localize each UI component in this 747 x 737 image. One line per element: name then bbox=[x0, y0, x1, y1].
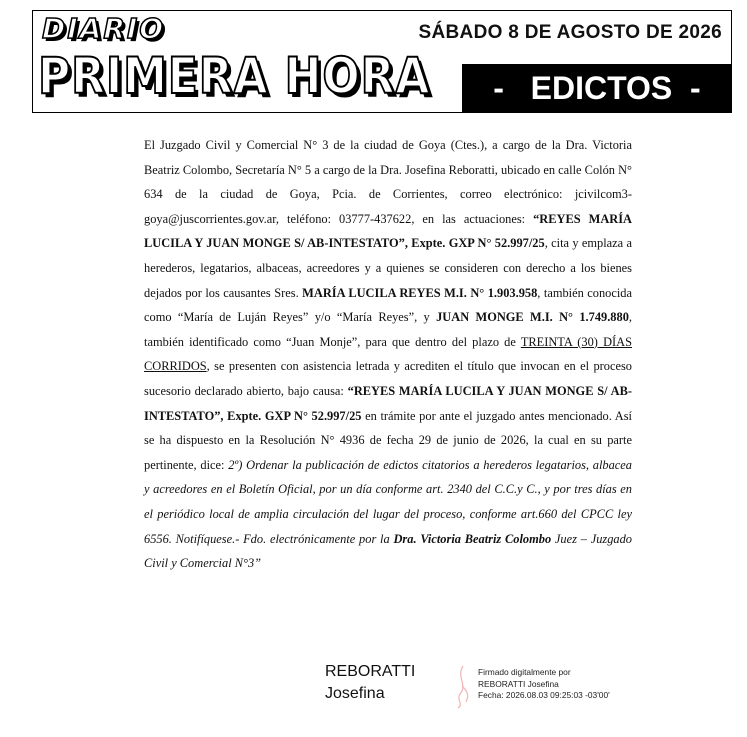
signature-metadata bbox=[478, 667, 610, 702]
edict-text: , también identificado como “Juan Monje”, para que dentro del plazo de bbox=[144, 310, 633, 349]
edict-text: , se presenten con asistencia letrada y acrediten el título que invocan en el proceso sucesorio declarado abierto, bajo causa: bbox=[144, 359, 632, 398]
signer-firstname: Josefina bbox=[325, 685, 385, 702]
judge-title: Juez – Juzgado Civil y Comercial N°3” bbox=[144, 531, 633, 571]
signer-name bbox=[325, 661, 415, 705]
edict-text: , cita y emplaza a herederos, legatarios, albaceas, acreedores y a quienes se consideren con derecho a los bienes dejados por los causantes Sres. bbox=[144, 236, 632, 300]
deceased-name-1: MARÍA LUCILA REYES M.I. N° 1.903.958 bbox=[302, 285, 538, 300]
logo-primera-hora: PRIMERA HORA bbox=[38, 47, 431, 105]
logo-diario: DIARIO bbox=[42, 12, 166, 45]
edict-text: , también conocida como “María de Luján Reyes” y/o “María Reyes”, y bbox=[144, 285, 633, 325]
signer-surname: REBORATTI bbox=[325, 663, 416, 680]
term-period: TREINTA (30) DÍAS CORRIDOS bbox=[144, 334, 632, 374]
signature-meta-line: REBORATTI Josefina bbox=[478, 678, 559, 689]
signature-meta-line: Firmado digitalmente por bbox=[478, 667, 571, 677]
edict-text: en trámite por ante el juzgado antes mencionado. Así se ha dispuesto en la Resolución N° 4936 de fecha 29 de junio de 2026, la cual en su parte pertinente, dice: bbox=[144, 408, 633, 472]
judge-name: Dra. Victoria Beatriz Colombo bbox=[393, 531, 552, 546]
publication-date: SÁBADO 8 DE AGOSTO DE 2026 bbox=[418, 22, 722, 43]
edict-body bbox=[144, 133, 632, 576]
edict-text: El Juzgado Civil y Comercial N° 3 de la ciudad de Goya (Ctes.), a cargo de la Dra. Victoria Beatriz Colombo, Secretaría N° 5 a cargo de la Dra. Josefina Reboratti, ubicado en calle Colón N° 634 de la ciudad de Goya, Pcia. de Corrientes, correo electrónico: jcivilcom3-goya@juscorrientes.gov.ar, teléfono: 03777-437622, en las actuaciones: bbox=[144, 138, 632, 226]
case-title: “REYES MARÍA LUCILA Y JUAN MONGE S/ AB-INTESTATO”, Expte. GXP N° 52.997/25 bbox=[144, 211, 632, 251]
resolution-quote: 2º) Ordenar la publicación de edictos citatorios a herederos legatarios, albacea y acreedores en el Boletín Oficial, por un día conforme art. 2340 del C.C.y C., y por tres días en el periódico local de amplia circulación del lugar del proceso, conforme art.660 del CPCC ley 6556. Notifíquese.- Fdo. electrónicamente por la bbox=[144, 457, 632, 546]
section-banner: - EDICTOS - bbox=[462, 64, 732, 113]
masthead bbox=[32, 10, 732, 113]
signature-meta-line: Fecha: 2026.08.03 09:25:03 -03'00' bbox=[478, 690, 610, 700]
deceased-name-2: JUAN MONGE M.I. N° 1.749.880 bbox=[436, 310, 629, 325]
digital-signature-mark-icon bbox=[452, 664, 474, 710]
case-title-repeat: “REYES MARÍA LUCILA Y JUAN MONGE S/ AB-INTESTATO”, Expte. GXP N° 52.997/25 bbox=[144, 383, 632, 423]
